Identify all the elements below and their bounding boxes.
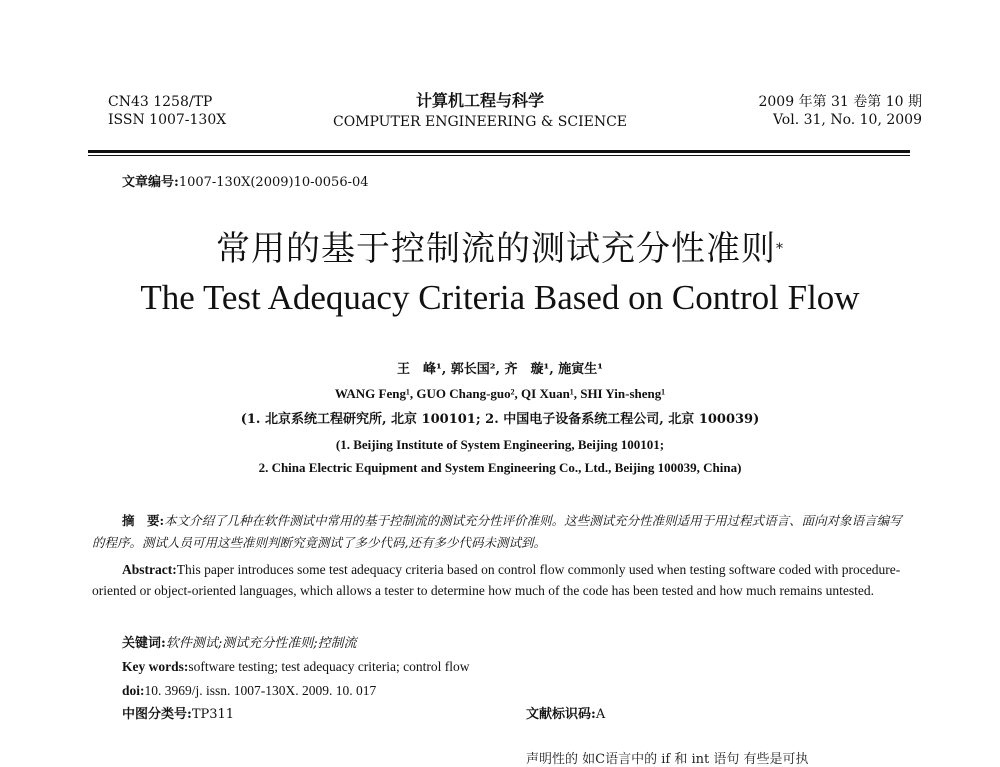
issue-info <box>758 93 922 129</box>
cn-number: CN43 1258/TP <box>108 94 213 110</box>
keywords-zh-text: 软件测试;测试充分性准则;控制流 <box>165 636 357 651</box>
authors-zh: 王 峰¹, 郭长国², 齐 璇¹, 施寅生¹ <box>397 362 603 377</box>
issue-en: Vol. 31, No. 10, 2009 <box>772 112 922 128</box>
title-en: The Test Adequacy Criteria Based on Control Flow <box>140 278 860 317</box>
journal-name <box>300 90 660 132</box>
abstract-en-text: This paper introduces some test adequacy criteria based on control flow commonly used when testing software coded with procedure-oriented or object-oriented languages, which allows a tester to determine how much of the code has been tested and how much remains untested. <box>92 562 901 598</box>
article-number-label: 文章编号: <box>122 175 179 190</box>
title-zh <box>0 227 1000 271</box>
document-code-value: A <box>595 707 606 722</box>
body-text-fragment: 声明性的 如C语言中的 if 和 int 语句 有些是可执 <box>526 752 809 767</box>
journal-codes <box>108 93 226 129</box>
abstract-zh-text: 本文介绍了几种在软件测试中常用的基于控制流的测试充分性评价准则。这些测试充分性准则适用于用过程式语言、面向对象语言编写的程序。测试人员可用这些准则判断究竟测试了多少代码,还有多少代码未测试到。 <box>92 513 902 550</box>
title-footnote-mark: * <box>776 241 784 257</box>
keywords-zh-label: 关键词: <box>122 636 166 651</box>
journal-name-en: COMPUTER ENGINEERING & SCIENCE <box>332 114 628 130</box>
abstract-en <box>92 559 912 601</box>
doi <box>122 681 376 701</box>
abstract-zh <box>92 510 912 554</box>
clc-number <box>122 705 234 725</box>
document-code <box>526 705 605 725</box>
abstract-en-label: Abstract: <box>122 562 177 577</box>
journal-name-zh: 计算机工程与科学 <box>415 91 544 110</box>
keywords-en-text: software testing; test adequacy criteria; control flow <box>188 659 470 674</box>
keywords-en <box>122 657 470 677</box>
article-number-value: 1007-130X(2009)10-0056-04 <box>178 175 369 190</box>
clc-label: 中图分类号: <box>122 707 192 722</box>
clc-value: TP311 <box>191 707 235 722</box>
title-zh-text: 常用的基于控制流的测试充分性准则 <box>216 229 776 269</box>
header-rule-thin <box>88 155 910 156</box>
abstract-zh-label: 摘 要: <box>122 513 165 528</box>
doi-value: 10. 3969/j. issn. 1007-130X. 2009. 10. 017 <box>144 683 377 698</box>
header-rule-thick <box>88 150 910 153</box>
doi-label: doi: <box>122 683 145 698</box>
authors-en: WANG Feng¹, GUO Chang-guo², QI Xuan¹, SHI Yin-sheng¹ <box>334 386 666 401</box>
affiliation-en-1: (1. Beijing Institute of System Engineering, Beijing 100101; <box>335 437 665 452</box>
issue-zh: 2009 年第 31 卷第 10 期 <box>758 94 922 110</box>
document-code-label: 文献标识码: <box>526 707 596 722</box>
affiliation-en-2: 2. China Electric Equipment and System Engineering Co., Ltd., Beijing 100039, China) <box>258 460 742 475</box>
article-number <box>122 171 369 190</box>
keywords-en-label: Key words: <box>122 659 189 674</box>
keywords-zh <box>122 634 357 654</box>
affiliation-zh: (1. 北京系统工程研究所, 北京 100101; 2. 中国电子设备系统工程公司, 北京 100039) <box>240 412 760 427</box>
issn: ISSN 1007-130X <box>108 112 227 128</box>
